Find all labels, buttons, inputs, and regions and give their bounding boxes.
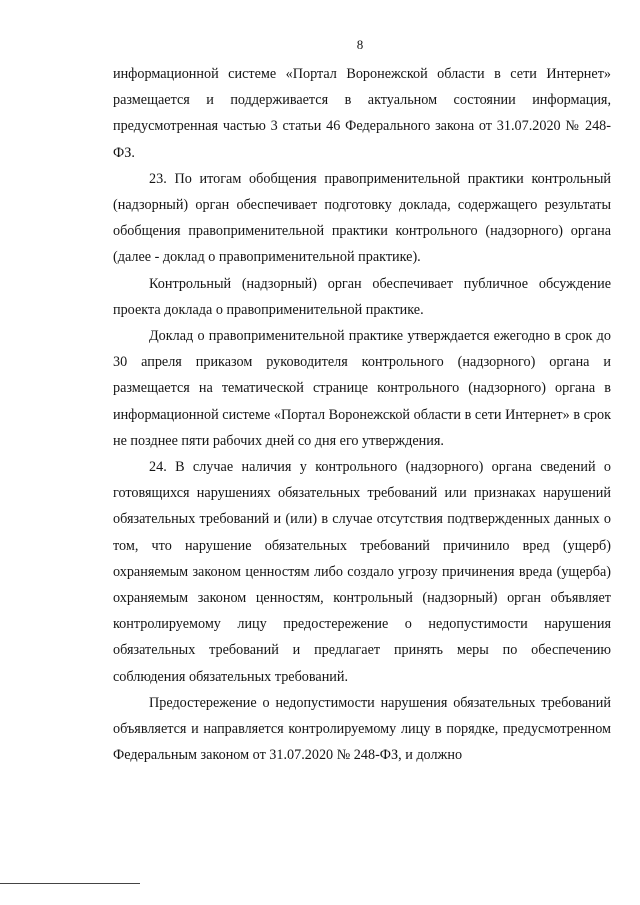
paragraph-continued-portal-info: информационной системе «Портал Воронежской области в сети Интернет» размещается и поддерживается в актуальном состоянии информация, предусмотренная частью 3 статьи 46 Федерального закона от 31.07.2020 № 248-ФЗ.	[113, 66, 611, 161]
document-body	[113, 61, 611, 768]
paragraph-23-report: 23. По итогам обобщения правоприменительной практики контрольный (надзорный) орган обеспечивает подготовку доклада, содержащего результаты обобщения правоприменительной практики контрольного (надзорного) органа (далее - доклад о правоприменительной практике).	[113, 170, 611, 266]
page-number: 8	[356, 37, 364, 52]
paragraph-warning-procedure: Предостережение о недопустимости нарушения обязательных требований объявляется и направляется контролируемому лицу в порядке, предусмотренном Федеральным законом от 31.07.2020 № 248-ФЗ, и должно	[113, 694, 611, 764]
paragraph-report-approval: Доклад о правоприменительной практике утверждается ежегодно в срок до 30 апреля приказом руководителя контрольного (надзорного) органа и размещается на тематической странице контрольного (надзорного) органа в информационной системе «Портал Воронежской области в сети Интернет» в срок не позднее пяти рабочих дней со дня его утверждения.	[113, 328, 611, 449]
footer-divider	[0, 883, 140, 884]
paragraph-public-discussion: Контрольный (надзорный) орган обеспечивает публичное обсуждение проекта доклада о правоприменительной практике.	[113, 275, 611, 318]
paragraph-24-warning: 24. В случае наличия у контрольного (надзорного) органа сведений о готовящихся нарушениях обязательных требований или признаках нарушений обязательных требований и (или) в случае отсутствия подтвержденных данных о том, что нарушение обязательных требований причинило вред (ущерб) охраняемым законом ценностям либо создало угрозу причинения вреда (ущерба) охраняемым законом ценностям, контрольный (надзорный) орган объявляет контролируемому лицу предостережение о недопустимости нарушения обязательных требований и предлагает принять меры по обеспечению соблюдения обязательных требований.	[113, 459, 611, 685]
